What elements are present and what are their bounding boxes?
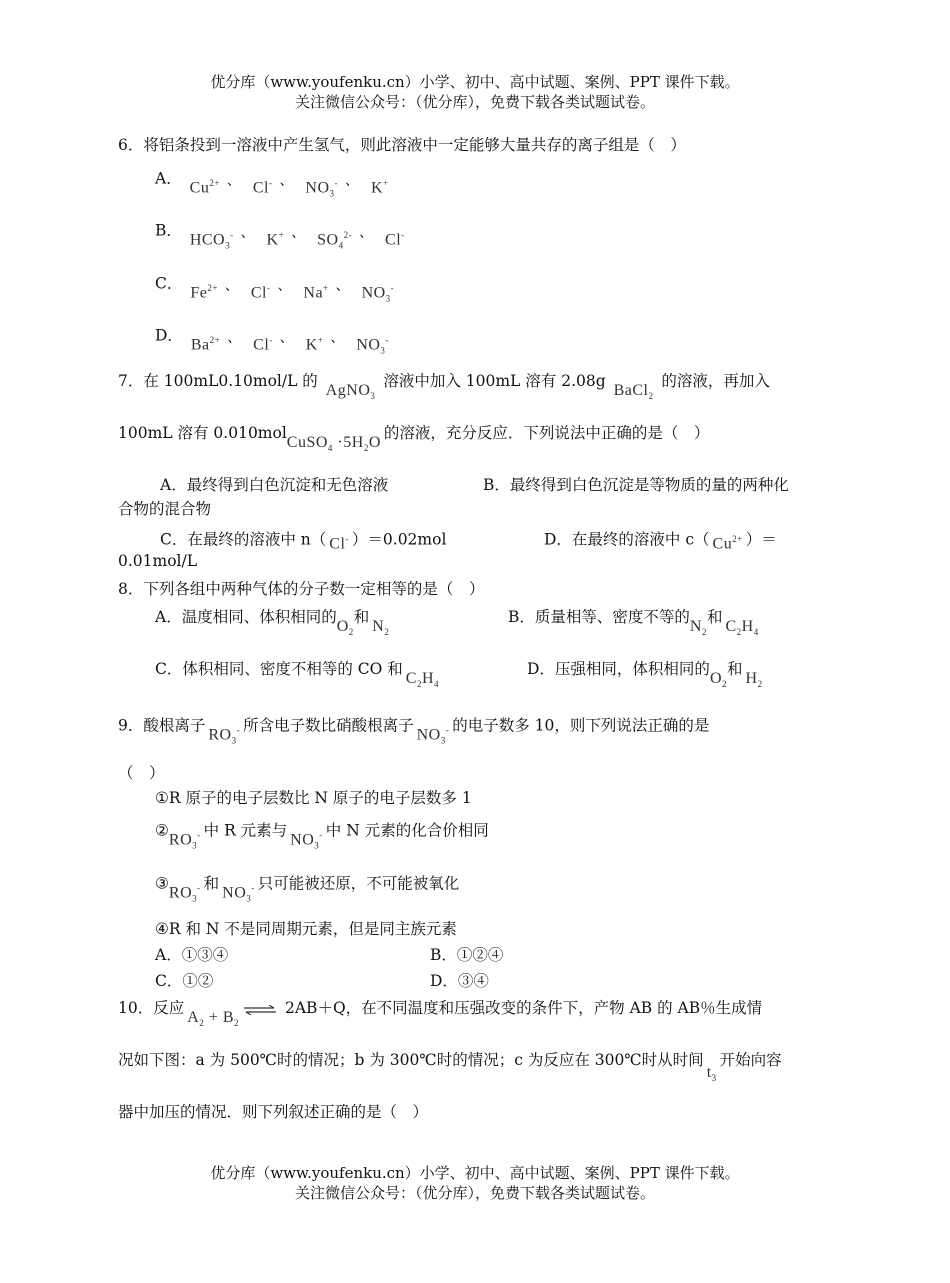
q9-option-b: B．①②④ — [430, 946, 504, 964]
q9-option-a: A．①③④ — [155, 946, 229, 964]
q9-option-c: C．①② — [155, 972, 214, 990]
q9-statement-4: ④R 和 N 不是同周期元素，但是同主族元素 — [155, 920, 457, 938]
q6-option-a: A． $Cu^{2+}$ 、 Cl- 、 $NO_3^-$ 、 K+ — [155, 169, 389, 199]
q9-statement-1: ①R 原子的电子层数比 N 原子的电子层数多 1 — [155, 789, 472, 807]
option-label: D． — [155, 326, 183, 345]
q9-statement-3: $③RO_3^-$ 和$NO_3^-$ 只可能被还原，不可能被氧化 — [155, 874, 460, 904]
q9-line-1: 9．酸根离子$RO_3^-$ 所含电子数比硝酸根离子$NO_3^-$ 的电子数多 10，则下列说法正确的是 — [118, 716, 710, 746]
option-label: A． — [155, 169, 182, 188]
option-label: C． — [155, 274, 183, 293]
q10-line-2: 况如下图：a 为 500℃时的情况；b 为 300℃时的情况；c 为反应在 300℃时从时间$t_3$开始向容 — [118, 1051, 782, 1084]
q9-statement-2: $②RO_3^-$ 中 R 元素与$NO_3^-$ 中 N 元素的化合价相同 — [155, 821, 489, 851]
q10-line-1: 10．反应$A_2 + B_22AB+Q$，在不同温度和压强改变的条件下，产物 AB 的 AB％生成情 — [118, 999, 763, 1029]
header-line-2: 关注微信公众号：（优分库），免费下载各类试题试卷。 — [294, 93, 655, 111]
q8-option-c: C．体积相同、密度不相等的 CO 和$C_2H_4$ — [155, 660, 440, 690]
q6-option-c: C． $Fe^{2+}$ 、 Cl- 、 Na+ 、 $NO_3^-$ — [155, 274, 395, 304]
q8-option-d: D．压强相同，体积相同的$O_2$和$H_2$ — [527, 660, 763, 690]
q7-option-c: C．在最终的溶液中 n（ Cl- ）＝0.02mol — [160, 530, 447, 553]
q6-option-d: D． $Ba^{2+}$ 、 Cl- 、 K+ 、 $NO_3^-$ — [155, 326, 389, 356]
q8-option-a: A．温度相同、体积相同的$O_2$和$N_2$ — [155, 608, 390, 638]
q7-option-b: B．最终得到白色沉淀是等物质的量的两种化 — [483, 476, 789, 494]
q10-line-3: 器中加压的情况．则下列叙述正确的是（ ） — [118, 1103, 429, 1121]
q8-option-b: B．质量相等、密度不等的$N_2$和$C_2H_4$ — [508, 608, 759, 638]
q8-stem: 8．下列各组中两种气体的分子数一定相等的是（ ） — [118, 580, 485, 598]
q7-line-1: 7．在 100mL0.10mol/L 的 AgNO$_3$ 溶液中加入 100mL 溶有 2.08g BaCl$_2$ 的溶液，再加入 — [118, 372, 770, 402]
equilibrium-arrow-icon — [243, 1005, 277, 1015]
q7-line-2: 100mL 溶有 0.010molCuSO$_4$ $\cdot 5H_2O$的溶液，充分反应．下列说法中正确的是（ ） — [118, 424, 710, 454]
q7-option-b-cont: 合物的混合物 — [118, 500, 212, 518]
footer-line-1: 优分库（www.youfenku.cn）小学、初中、高中试题、案例、PPT 课件下载。 — [210, 1164, 740, 1182]
q6-stem: 6．将铝条投到一溶液中产生氢气，则此溶液中一定能够大量共存的离子组是（ ） — [118, 136, 686, 154]
footer-line-2: 关注微信公众号：（优分库），免费下载各类试题试卷。 — [294, 1184, 655, 1202]
q7-option-a: A．最终得到白色沉淀和无色溶液 — [160, 476, 389, 494]
q9-option-d: D．③④ — [430, 972, 489, 990]
q9-line-2: （ ） — [118, 764, 165, 782]
q6-option-b: B． $HCO_3^-$ 、 K+ 、 $SO_4^{2-}$ 、 Cl- — [155, 221, 405, 251]
q7-option-d: D．在最终的溶液中 c（ $Cu^{2+}$ ）＝ — [544, 530, 777, 553]
option-label: B． — [155, 221, 182, 240]
q7-option-d-cont: 0.01mol/L — [118, 552, 198, 570]
header-line-1: 优分库（www.youfenku.cn）小学、初中、高中试题、案例、PPT 课件下载。 — [210, 73, 740, 91]
